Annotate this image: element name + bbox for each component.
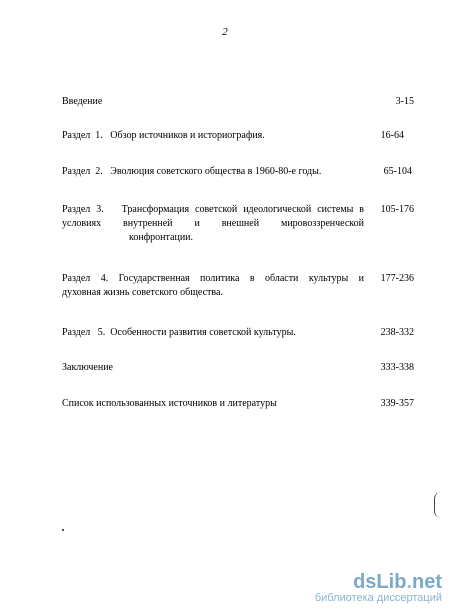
toc-entry-title [62,361,113,375]
scan-artifact-bracket [434,492,441,518]
toc-title-line: Раздел 1. Обзор источников и историография. [62,130,265,141]
toc-entry-pages: 333-338 [380,362,414,373]
toc-title-line: Раздел 2. Эволюция советского общества в 1960-80-е годы. [62,166,322,177]
toc-title-line: Раздел 3. Трансформация советской идеологической системы в [62,204,364,215]
toc-entry [62,129,414,143]
watermark-logo [315,572,442,592]
toc-entry [62,397,414,411]
toc-entry-pages: 339-357 [380,398,414,409]
toc-entry-title [62,129,265,143]
watermark-logo-main: dsLib [353,571,407,593]
toc-entry-title [62,272,364,300]
toc-entry-pages: 238-332 [380,327,414,338]
toc-entry-title [62,95,102,109]
toc-entry-pages: 177-236 [380,273,414,284]
watermark-logo-tld: net [412,571,442,593]
toc-entry [62,165,414,179]
toc-title-line: конфронтации. [129,232,194,243]
toc-title-line: духовная жизнь советского общества. [62,287,223,298]
toc-entry [62,361,414,375]
toc-title-line: Раздел 4. Государственная политика в области культуры и [62,273,364,284]
toc-title-line: Заключение [62,362,113,373]
toc-title-line: Список использованных источников и литературы [62,398,277,409]
toc-entry-pages: 65-104 [383,166,412,177]
toc-title-line: Раздел 5. Особенности развития советской культуры. [62,327,296,338]
toc-entry-pages: 105-176 [380,204,414,215]
toc-entry [62,272,414,302]
toc-entry-title [62,165,321,179]
watermark [315,572,442,605]
toc-entry-title [62,397,277,411]
toc-entry-pages: 16-64 [380,130,404,141]
toc-entry-title [62,326,296,340]
toc-entry [62,326,414,340]
toc-entry [62,203,414,247]
scan-artifact-dot [62,529,64,531]
toc-entry-title [62,203,364,245]
toc-entry-pages: 3-15 [395,96,414,107]
toc-title-line: Введение [62,96,103,107]
toc-entry [62,95,414,109]
page-number: 2 [222,26,228,38]
watermark-subtitle: библиотека диссертаций [314,592,442,604]
toc-title-line: условиях внутренней и внешней мировоззренческой [62,218,364,229]
watermark-logo-dot: . [406,571,412,593]
